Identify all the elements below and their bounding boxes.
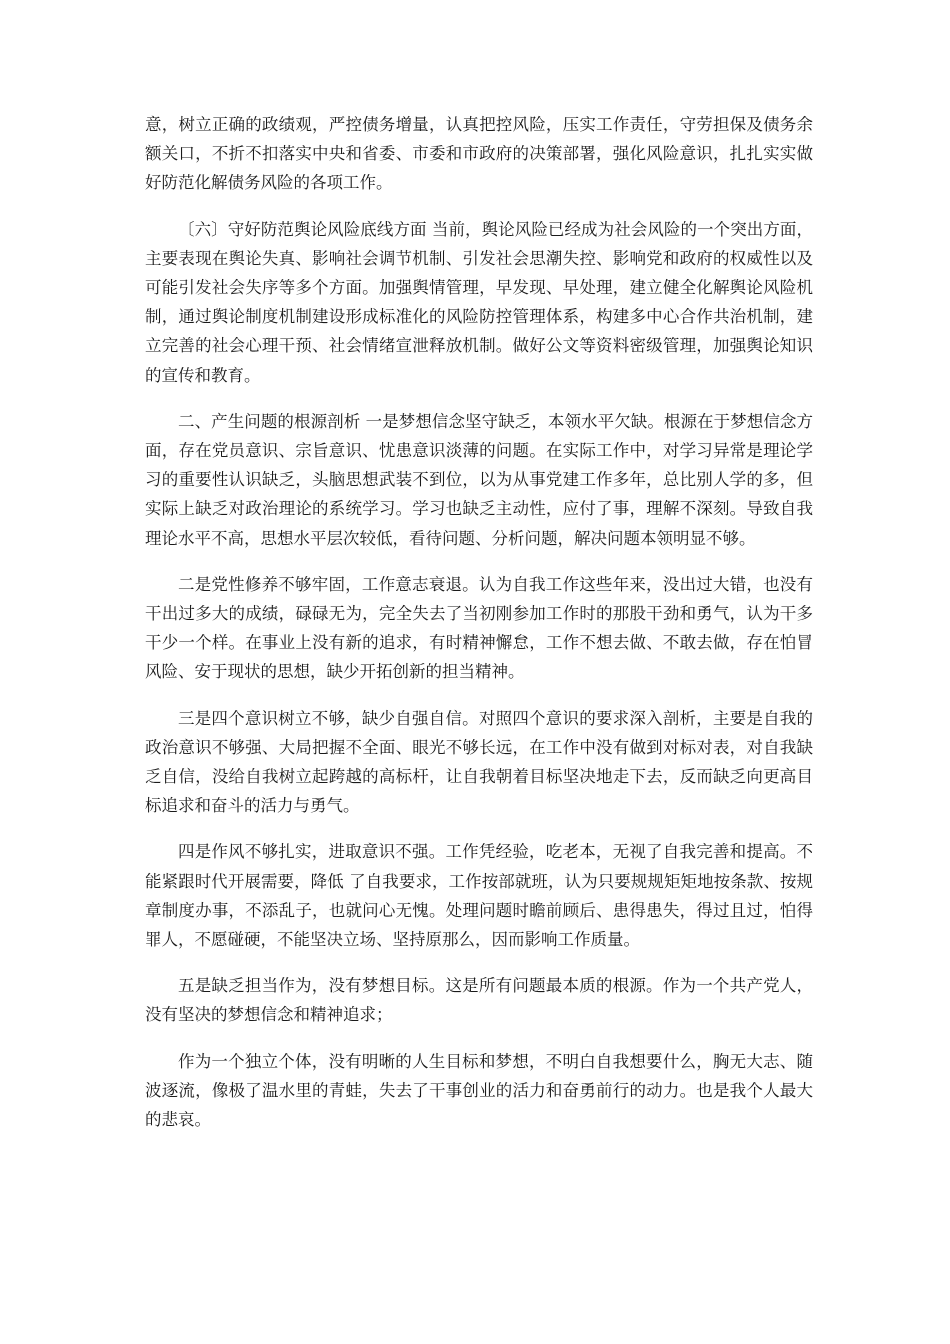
paragraph-7: 五是缺乏担当作为，没有梦想目标。这是所有问题最本质的根源。作为一个共产党人，没有坚决的梦想信念和精神追求； [145,976,813,1025]
document-body [145,110,813,1151]
paragraph-4: 二是党性修养不够牢固，工作意志衰退。认为自我工作这些年来，没出过大错，也没有干出过多大的成绩，碌碌无为，完全失去了当初刚参加工作时的那股干劲和勇气，认为干多干少一个样。在事业上没有新的追求，有时精神懈怠，工作不想去做、不敢去做，存在怕冒风险、安于现状的思想，缺少开拓创新的担当精神。 [145,574,813,682]
paragraph-5: 三是四个意识树立不够，缺少自强自信。对照四个意识的要求深入剖析，主要是自我的政治意识不够强、大局把握不全面、眼光不够长远，在工作中没有做到对标对表，对自我缺乏自信，没给自我树立起跨越的高标杆，让自我朝着目标坚决地走下去，反而缺乏向更高目标追求和奋斗的活力与勇气。 [145,708,813,816]
paragraph-3: 二、产生问题的根源剖析 一是梦想信念坚守缺乏，本领水平欠缺。根源在于梦想信念方面，存在党员意识、宗旨意识、忧患意识淡薄的问题。在实际工作中，对学习异常是理论学习的重要性认识缺乏，头脑思想武装不到位，以为从事党建工作多年，总比别人学的多，但实际上缺乏对政治理论的系统学习。学习也缺乏主动性，应付了事，理解不深刻。导致自我理论水平不高，思想水平层次较低，看待问题、分析问题，解决问题本领明显不够。 [145,411,813,548]
paragraph-6: 四是作风不够扎实，进取意识不强。工作凭经验，吃老本，无视了自我完善和提高。不能紧跟时代开展需要，降低 了自我要求，工作按部就班，认为只要规规矩矩地按条款、按规章制度办事，不添乱子，也就问心无愧。处理问题时瞻前顾后、患得患失，得过且过，怕得罪人，不愿碰硬，不能坚决立场、坚持原那么，因而影响工作质量。 [145,842,813,950]
paragraph-1: 意，树立正确的政绩观，严控债务增量，认真把控风险，压实工作责任，守劳担保及债务余额关口，不折不扣落实中央和省委、市委和市政府的决策部署，强化风险意识，扎扎实实做好防范化解债务风险的各项工作。 [145,115,813,193]
paragraph-2: 〔六〕守好防范舆论风险底线方面 当前，舆论风险已经成为社会风险的一个突出方面，主要表现在舆论失真、影响社会调节机制、引发社会思潮失控、影响党和政府的权威性以及可能引发社会失序等多个方面。加强舆情管理，早发现、早处理，建立健全化解舆论风险机制，通过舆论制度机制建设形成标准化的风险防控管理体系，构建多中心合作共治机制，建立完善的社会心理干预、社会情绪宣泄释放机制。做好公文等资料密级管理，加强舆论知识的宣传和教育。 [145,219,813,385]
paragraph-8: 作为一个独立个体，没有明晰的人生目标和梦想，不明白自我想要什么，胸无大志、随波逐流，像极了温水里的青蛙，失去了干事创业的活力和奋勇前行的动力。也是我个人最大的悲哀。 [145,1051,813,1130]
